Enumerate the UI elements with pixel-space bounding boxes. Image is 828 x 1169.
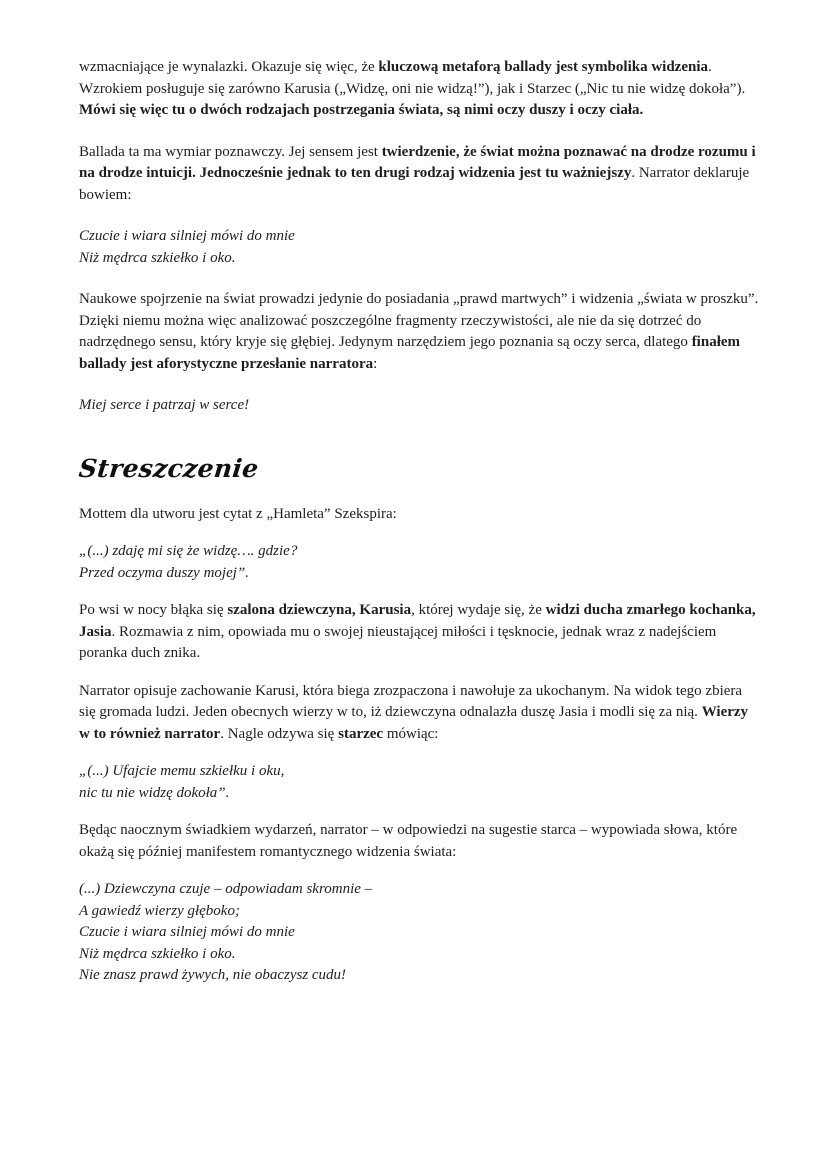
section-heading: Streszczenie xyxy=(77,453,261,483)
bold-text: twierdzenie, że świat można poznawać na drodze rozumu i na drodze intuicji. Jednocześnie jednak to ten drugi rodzaj widzenia jest tu ważniejszy xyxy=(79,143,756,181)
quote-line: „(...) Ufajcie memu szkiełku i oku, xyxy=(79,763,285,779)
quote-line: Miej serce i patrzaj w serce! xyxy=(79,397,250,413)
text: Wzrokiem posługuje się zarówno Karusia („Widzę, oni nie widzą!”), jak i Starzec („Nic tu nie widzę dokoła”). xyxy=(79,80,746,97)
quote-block xyxy=(79,395,759,417)
quote-line: A gawiedź wierzy głęboko; xyxy=(79,902,240,919)
quote-line: Przed oczyma duszy mojej”. xyxy=(79,564,249,581)
text: . Nagle odzywa się xyxy=(220,725,339,742)
text: Naukowe spojrzenie na świat prowadzi jedynie do posiadania „prawd martwych” i widzenia „świata w proszku”. Dzięki niemu można więc analizować poszczególne fragmenty rzeczywistości, ale nie da się dotrzeć do nadrzędnego sensu, który kryje się głębiej. Jedynym narzędziem jego poznania są oczy serca, dlatego xyxy=(79,291,759,350)
text: . xyxy=(708,59,712,75)
quote-block xyxy=(79,226,759,269)
paragraph-narrator xyxy=(79,681,759,746)
text: , której wydaje się, że xyxy=(411,602,546,618)
quote-line: Czucie i wiara silniej mówi do mnie xyxy=(79,228,295,244)
paragraph-karusia xyxy=(79,600,759,665)
quote-block xyxy=(79,541,759,584)
quote-line: nic tu nie widzę dokoła”. xyxy=(79,784,230,801)
quote-block xyxy=(79,879,759,987)
text: wzmacniające je wynalazki. Okazuje się więc, że xyxy=(79,59,379,75)
text: . Rozmawia z nim, opowiada mu o swojej nieustającej miłości i tęsknocie, jednak wraz z nadejściem poranka duch znika. xyxy=(79,623,717,661)
text: mówiąc: xyxy=(383,725,439,742)
quote-block xyxy=(79,761,759,804)
paragraph-motto: Mottem dla utworu jest cytat z „Hamleta” Szekspira: xyxy=(79,505,397,522)
bold-text: Mówi się więc tu o dwóch rodzajach postrzegania świata, są nimi oczy duszy i oczy ciała. xyxy=(79,102,644,118)
bold-text: kluczową metaforą ballady jest symbolika widzenia xyxy=(378,59,708,75)
paragraph-witness: Będąc naocznym świadkiem wydarzeń, narrator – w odpowiedzi na sugestie starca – wypowiada słowa, które okażą się później manifestem romantycznego widzenia świata: xyxy=(79,822,738,860)
bold-text: Wierzy w to również narrator xyxy=(79,704,749,742)
text: Narrator opisuje zachowanie Karusi, która biega zrozpaczona i nawołuje za ukochanym. Na widok tego zbiera się gromada ludzi. Jeden obecnych wierzy w to, iż dziewczyna odnalazła duszę Jasia i modli się za nią. xyxy=(79,682,743,720)
text: . Narrator deklaruje bowiem: xyxy=(79,165,750,203)
bold-text: szalona dziewczyna, Karusia xyxy=(227,602,412,618)
quote-line: Niż mędrca szkiełko i oko. xyxy=(79,945,236,962)
quote-line: Nie znasz prawd żywych, nie obaczysz cudu! xyxy=(79,967,347,983)
text: : xyxy=(373,355,378,372)
bold-text: widzi ducha zmarłego kochanka, Jasia xyxy=(79,602,756,640)
quote-line: (...) Dziewczyna czuje – odpowiadam skromnie – xyxy=(79,881,373,897)
paragraph-cognitive xyxy=(79,142,759,207)
bold-text: finałem ballady jest aforystyczne przesłanie narratora xyxy=(79,334,741,372)
quote-line: Niż mędrca szkiełko i oko. xyxy=(79,249,236,266)
text: Ballada ta ma wymiar poznawczy. Jej sensem jest xyxy=(79,143,382,160)
quote-line: Czucie i wiara silniej mówi do mnie xyxy=(79,924,295,940)
text: Po wsi w nocy błąka się xyxy=(79,602,228,618)
paragraph-scientific-view xyxy=(79,289,759,375)
document-body xyxy=(79,57,759,987)
paragraph-symbolism xyxy=(79,57,759,122)
bold-text: starzec xyxy=(338,725,384,742)
quote-line: „(...) zdaję mi się że widzę…. gdzie? xyxy=(79,543,298,559)
